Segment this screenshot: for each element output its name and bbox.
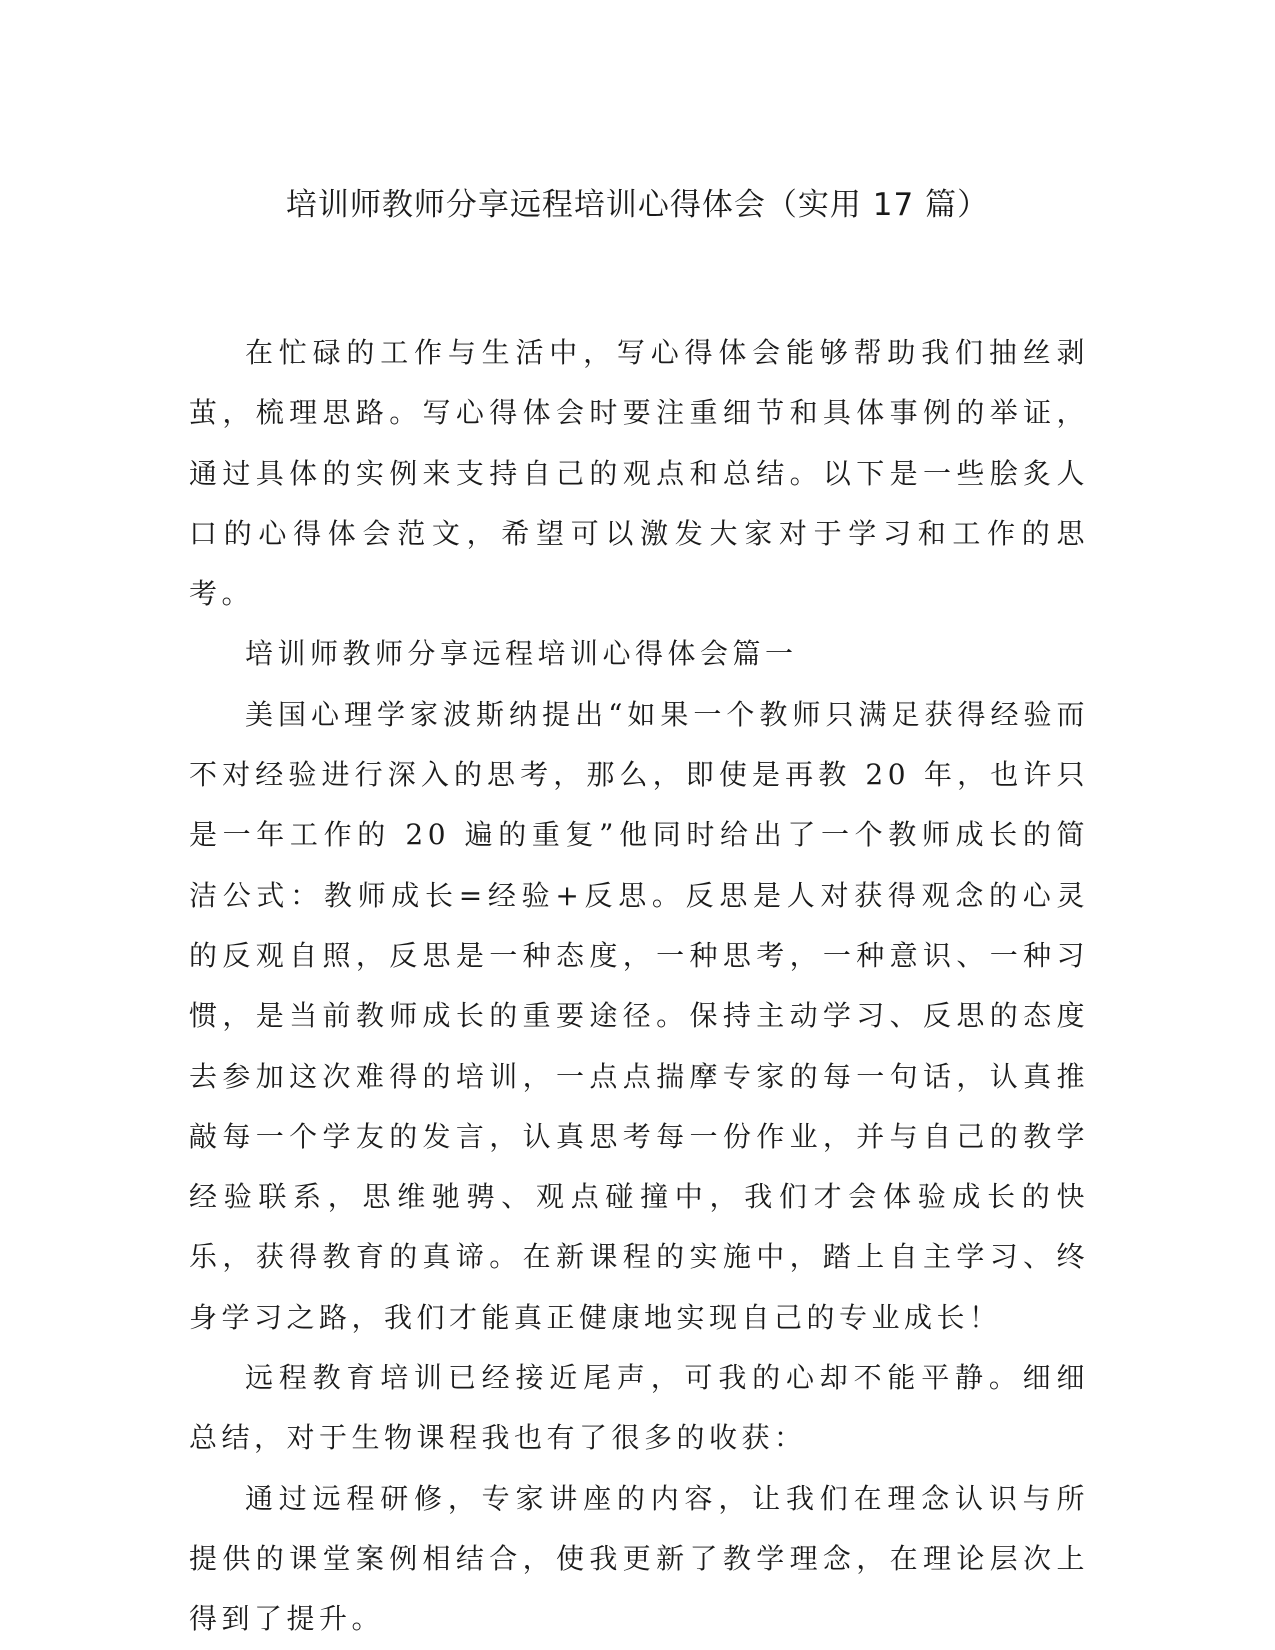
paragraph: 通过远程研修，专家讲座的内容，让我们在理念认识与所提供的课堂案例相结合，使我更新了教学理念，在理论层次上得到了提升。 [189,1481,1089,1636]
document-title: 培训师教师分享远程培训心得体会（实用 17 篇） [285,187,990,223]
section-heading: 培训师教师分享远程培训心得体会篇一 [245,637,798,671]
paragraph: 远程教育培训已经接近尾声，可我的心却不能平静。细细总结，对于生物课程我也有了很多的收获： [189,1361,1089,1455]
document-body [189,323,1089,1650]
paragraph-intro: 在忙碌的工作与生活中，写心得体会能够帮助我们抽丝剥茧，梳理思路。写心得体会时要注重细节和具体事例的举证，通过具体的实例来支持自己的观点和总结。以下是一些脍炙人口的心得体会范文，希望可以激发大家对于学习和工作的思考。 [189,336,1089,611]
paragraph: 美国心理学家波斯纳提出“如果一个教师只满足获得经验而不对经验进行深入的思考，那么，即使是再教 20 年，也许只是一年工作的 20 遍的重复”他同时给出了一个教师成长的简洁公式：教师成长=经验+反思。反思是人对获得观念的心灵的反观自照，反思是一种态度，一种思考，一种意识、一种习惯，是当前教师成长的重要途径。保持主动学习、反思的态度去参加这次难得的培训，一点点揣摩专家的每一句话，认真推敲每一个学友的发言，认真思考每一份作业，并与自己的教学经验联系，思维驰骋、观点碰撞中，我们才会体验成长的快乐，获得教育的真谛。在新课程的实施中，踏上自主学习、终身学习之路，我们才能真正健康地实现自己的专业成长！ [189,697,1089,1334]
